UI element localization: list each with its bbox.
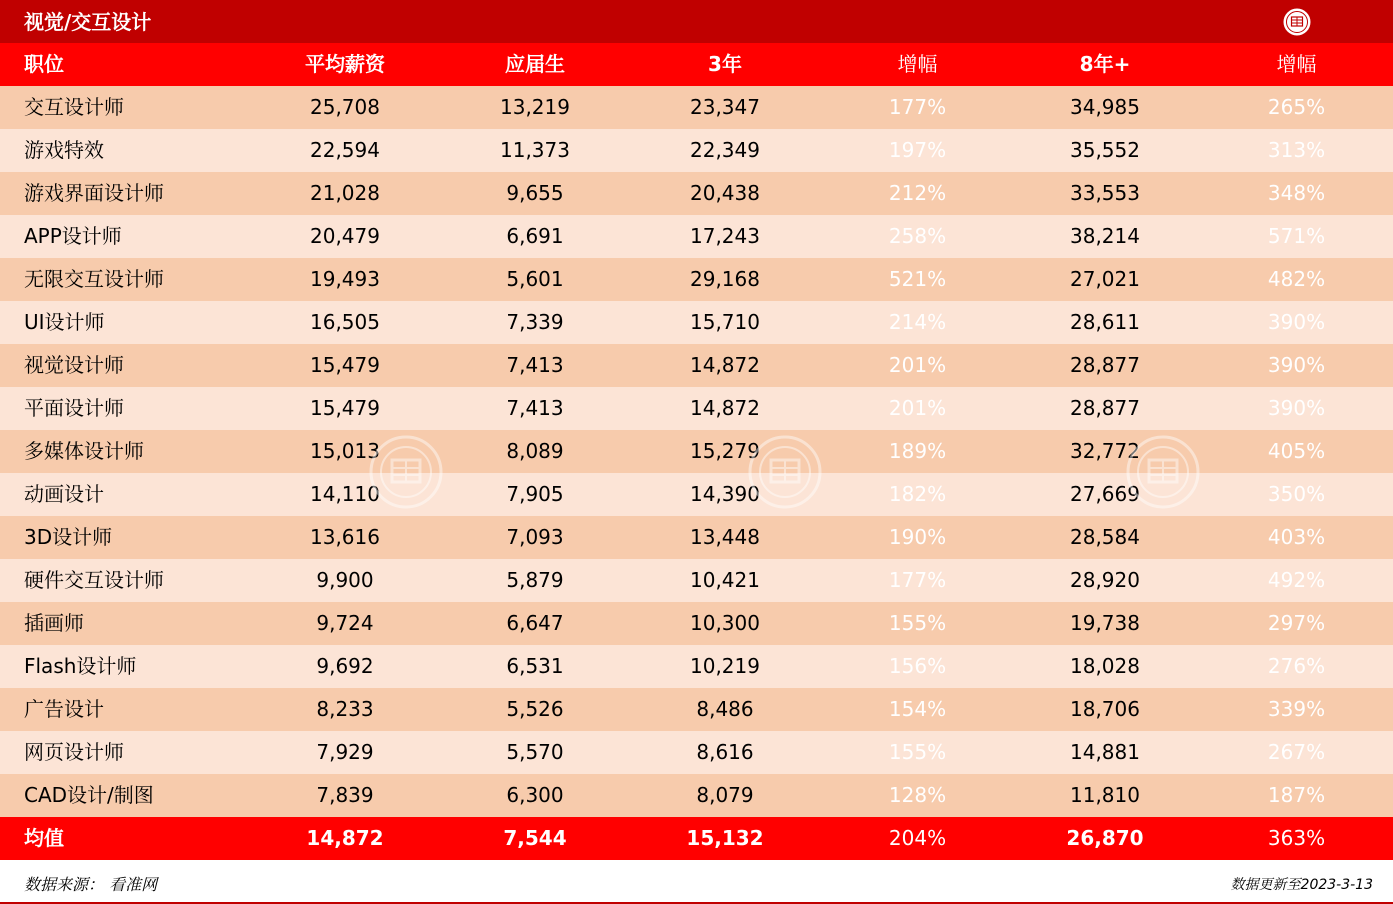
job-title-cell: 平面设计师	[24, 396, 124, 420]
three-year-growth-cell: 201%	[888, 396, 947, 420]
avg-salary-cell: 7,929	[316, 740, 374, 764]
three-year-growth-cell: 156%	[888, 654, 947, 678]
job-title-cell: 动画设计	[24, 482, 104, 506]
three-year-salary-cell: 15,710	[690, 310, 760, 334]
eight-year-growth-cell: 403%	[1267, 525, 1326, 549]
university-seal-icon	[1282, 7, 1312, 37]
table-footer-average	[0, 817, 1393, 860]
header-cell: 职位	[24, 52, 64, 76]
avg-salary-cell: 19,493	[310, 267, 380, 291]
job-title-cell: 无限交互设计师	[24, 267, 164, 291]
table-row	[0, 172, 1393, 215]
eight-year-growth-cell: 482%	[1267, 267, 1326, 291]
table-body	[0, 86, 1393, 817]
three-year-growth-cell: 155%	[888, 740, 947, 764]
job-title-cell: 网页设计师	[24, 740, 124, 764]
eight-year-salary-cell: 27,021	[1070, 267, 1140, 291]
graduate-salary-cell: 5,601	[506, 267, 564, 291]
footer-cell: 15,132	[686, 826, 764, 850]
three-year-salary-cell: 8,486	[696, 697, 754, 721]
job-title-cell: 3D设计师	[24, 525, 113, 549]
table-row	[0, 602, 1393, 645]
avg-salary-cell: 9,900	[316, 568, 374, 592]
eight-year-salary-cell: 28,877	[1070, 353, 1140, 377]
eight-year-salary-cell: 38,214	[1070, 224, 1140, 248]
table-row	[0, 129, 1393, 172]
graduate-salary-cell: 6,300	[506, 783, 564, 807]
three-year-salary-cell: 14,390	[690, 482, 760, 506]
salary-table	[0, 43, 1393, 860]
three-year-growth-cell: 212%	[888, 181, 947, 205]
avg-salary-cell: 15,013	[310, 439, 380, 463]
eight-year-growth-cell: 276%	[1267, 654, 1326, 678]
data-source-note: 数据来源： 看准网	[24, 875, 158, 894]
graduate-salary-cell: 7,413	[506, 353, 564, 377]
graduate-salary-cell: 7,905	[506, 482, 564, 506]
three-year-salary-cell: 8,616	[696, 740, 754, 764]
eight-year-growth-cell: 339%	[1267, 697, 1326, 721]
graduate-salary-cell: 6,531	[506, 654, 564, 678]
eight-year-salary-cell: 27,669	[1070, 482, 1140, 506]
table-row	[0, 688, 1393, 731]
job-title-cell: 广告设计	[24, 697, 104, 721]
eight-year-growth-cell: 492%	[1267, 568, 1326, 592]
eight-year-growth-cell: 390%	[1267, 353, 1326, 377]
eight-year-growth-cell: 313%	[1267, 138, 1326, 162]
job-title-cell: 游戏界面设计师	[24, 181, 164, 205]
three-year-salary-cell: 8,079	[696, 783, 754, 807]
title-bar	[0, 0, 1393, 43]
header-cell: 3年	[708, 52, 742, 76]
avg-salary-cell: 20,479	[310, 224, 380, 248]
eight-year-salary-cell: 35,552	[1070, 138, 1140, 162]
avg-salary-cell: 8,233	[316, 697, 374, 721]
three-year-growth-cell: 201%	[888, 353, 947, 377]
eight-year-salary-cell: 18,028	[1070, 654, 1140, 678]
avg-salary-cell: 22,594	[310, 138, 380, 162]
three-year-growth-cell: 214%	[888, 310, 947, 334]
eight-year-growth-cell: 348%	[1267, 181, 1326, 205]
three-year-salary-cell: 20,438	[690, 181, 760, 205]
footer-cell: 7,544	[503, 826, 567, 850]
footer-cell: 363%	[1267, 826, 1326, 850]
eight-year-growth-cell: 405%	[1267, 439, 1326, 463]
three-year-salary-cell: 10,219	[690, 654, 760, 678]
header-cell: 增幅	[897, 52, 938, 76]
table-row	[0, 301, 1393, 344]
eight-year-growth-cell: 297%	[1267, 611, 1326, 635]
avg-salary-cell: 16,505	[310, 310, 380, 334]
job-title-cell: UI设计师	[24, 310, 105, 334]
eight-year-growth-cell: 350%	[1267, 482, 1326, 506]
eight-year-growth-cell: 187%	[1267, 783, 1326, 807]
table-row	[0, 344, 1393, 387]
avg-salary-cell: 15,479	[310, 353, 380, 377]
three-year-growth-cell: 189%	[888, 439, 947, 463]
eight-year-salary-cell: 28,584	[1070, 525, 1140, 549]
job-title-cell: APP设计师	[24, 224, 122, 248]
eight-year-salary-cell: 18,706	[1070, 697, 1140, 721]
three-year-growth-cell: 128%	[888, 783, 947, 807]
header-cell: 增幅	[1276, 52, 1317, 76]
eight-year-salary-cell: 34,985	[1070, 95, 1140, 119]
table-row	[0, 430, 1393, 473]
eight-year-salary-cell: 28,920	[1070, 568, 1140, 592]
table-row	[0, 215, 1393, 258]
three-year-salary-cell: 14,872	[690, 396, 760, 420]
footer-cell: 14,872	[306, 826, 384, 850]
three-year-salary-cell: 17,243	[690, 224, 760, 248]
job-title-cell: 游戏特效	[24, 138, 104, 162]
table-row	[0, 731, 1393, 774]
eight-year-growth-cell: 267%	[1267, 740, 1326, 764]
job-title-cell: 插画师	[24, 611, 84, 635]
eight-year-salary-cell: 11,810	[1070, 783, 1140, 807]
three-year-salary-cell: 22,349	[690, 138, 760, 162]
table-header	[0, 43, 1393, 86]
job-title-cell: 硬件交互设计师	[24, 568, 164, 592]
three-year-salary-cell: 15,279	[690, 439, 760, 463]
graduate-salary-cell: 7,093	[506, 525, 564, 549]
graduate-salary-cell: 9,655	[506, 181, 564, 205]
three-year-growth-cell: 258%	[888, 224, 947, 248]
table-row	[0, 387, 1393, 430]
job-title-cell: 视觉设计师	[24, 353, 124, 377]
job-title-cell: CAD设计/制图	[24, 783, 154, 807]
job-title-cell: 交互设计师	[24, 95, 124, 119]
avg-salary-cell: 15,479	[310, 396, 380, 420]
graduate-salary-cell: 13,219	[500, 95, 570, 119]
graduate-salary-cell: 5,570	[506, 740, 564, 764]
eight-year-salary-cell: 28,611	[1070, 310, 1140, 334]
eight-year-growth-cell: 571%	[1267, 224, 1326, 248]
eight-year-growth-cell: 390%	[1267, 310, 1326, 334]
table-row	[0, 516, 1393, 559]
three-year-growth-cell: 177%	[888, 568, 947, 592]
graduate-salary-cell: 7,413	[506, 396, 564, 420]
table-row	[0, 559, 1393, 602]
three-year-growth-cell: 190%	[888, 525, 947, 549]
graduate-salary-cell: 5,526	[506, 697, 564, 721]
three-year-growth-cell: 154%	[888, 697, 947, 721]
job-title-cell: 多媒体设计师	[24, 439, 144, 463]
avg-salary-cell: 9,724	[316, 611, 374, 635]
avg-salary-cell: 13,616	[310, 525, 380, 549]
header-cell: 平均薪资	[305, 52, 385, 76]
header-cell: 应届生	[505, 52, 565, 76]
data-updated-note: 数据更新至2023-3-13	[1230, 877, 1373, 893]
avg-salary-cell: 14,110	[310, 482, 380, 506]
three-year-salary-cell: 14,872	[690, 353, 760, 377]
eight-year-salary-cell: 19,738	[1070, 611, 1140, 635]
three-year-growth-cell: 177%	[888, 95, 947, 119]
avg-salary-cell: 7,839	[316, 783, 374, 807]
table-row	[0, 258, 1393, 301]
table-row	[0, 473, 1393, 516]
table-row	[0, 774, 1393, 817]
three-year-salary-cell: 13,448	[690, 525, 760, 549]
graduate-salary-cell: 6,647	[506, 611, 564, 635]
graduate-salary-cell: 7,339	[506, 310, 564, 334]
table-row	[0, 86, 1393, 129]
eight-year-salary-cell: 33,553	[1070, 181, 1140, 205]
eight-year-growth-cell: 265%	[1267, 95, 1326, 119]
three-year-salary-cell: 10,300	[690, 611, 760, 635]
eight-year-growth-cell: 390%	[1267, 396, 1326, 420]
three-year-growth-cell: 197%	[888, 138, 947, 162]
avg-salary-cell: 9,692	[316, 654, 374, 678]
footer-cell: 204%	[888, 826, 947, 850]
footer-cell: 均值	[24, 826, 64, 850]
job-title-cell: Flash设计师	[24, 654, 137, 678]
table-row	[0, 645, 1393, 688]
graduate-salary-cell: 6,691	[506, 224, 564, 248]
three-year-growth-cell: 155%	[888, 611, 947, 635]
avg-salary-cell: 21,028	[310, 181, 380, 205]
graduate-salary-cell: 5,879	[506, 568, 564, 592]
graduate-salary-cell: 11,373	[500, 138, 570, 162]
three-year-salary-cell: 23,347	[690, 95, 760, 119]
three-year-growth-cell: 521%	[888, 267, 947, 291]
graduate-salary-cell: 8,089	[506, 439, 564, 463]
three-year-salary-cell: 10,421	[690, 568, 760, 592]
eight-year-salary-cell: 28,877	[1070, 396, 1140, 420]
eight-year-salary-cell: 32,772	[1070, 439, 1140, 463]
three-year-growth-cell: 182%	[888, 482, 947, 506]
header-cell: 8年+	[1079, 52, 1131, 76]
eight-year-salary-cell: 14,881	[1070, 740, 1140, 764]
three-year-salary-cell: 29,168	[690, 267, 760, 291]
footer-cell: 26,870	[1066, 826, 1144, 850]
avg-salary-cell: 25,708	[310, 95, 380, 119]
page-title: 视觉/交互设计	[24, 10, 152, 34]
